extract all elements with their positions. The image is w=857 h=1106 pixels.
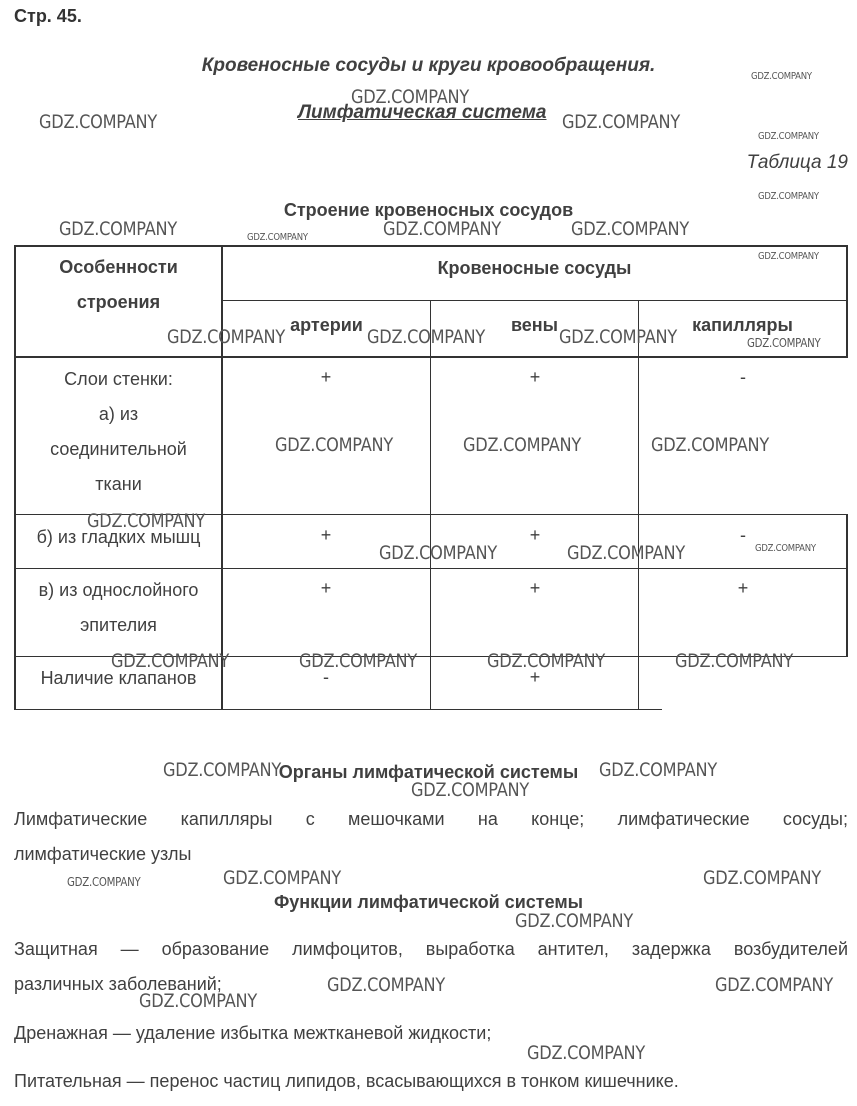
watermark: GDZ.COMPANY <box>39 111 157 133</box>
page-number: Стр. 45. <box>14 6 82 26</box>
table-line <box>846 514 848 657</box>
watermark: GDZ.COMPANY <box>327 974 445 996</box>
watermark: GDZ.COMPANY <box>247 232 308 243</box>
watermark: GDZ.COMPANY <box>758 131 819 142</box>
page-subtitle: Лимфатическая система <box>298 102 547 123</box>
watermark: GDZ.COMPANY <box>751 71 812 82</box>
watermark: GDZ.COMPANY <box>383 218 501 240</box>
functions-heading: Функции лимфатической системы <box>273 892 584 912</box>
col-arteries-header: артерии <box>290 315 363 335</box>
watermark: GDZ.COMPANY <box>463 434 581 456</box>
watermark: GDZ.COMPANY <box>703 867 821 889</box>
feature-header: Особенности строения <box>59 257 178 312</box>
cell-value: - <box>740 525 746 545</box>
watermark: GDZ.COMPANY <box>223 867 341 889</box>
watermark: GDZ.COMPANY <box>487 650 605 672</box>
row-feature-epithelium: в) из однослойного эпителия <box>38 580 199 635</box>
organs-heading: Органы лимфатической системы <box>278 762 579 782</box>
watermark: GDZ.COMPANY <box>599 759 717 781</box>
watermark: GDZ.COMPANY <box>163 759 281 781</box>
watermark: GDZ.COMPANY <box>715 974 833 996</box>
cell-value: - <box>323 667 329 687</box>
watermark: GDZ.COMPANY <box>515 910 633 932</box>
table-line <box>14 356 848 358</box>
col-capillaries-header: капилляры <box>692 315 793 335</box>
table-title: Строение кровеносных сосудов <box>283 200 574 220</box>
table-line <box>222 300 848 301</box>
row-feature-connective: Слои стенки: а) из соединительной ткани <box>50 369 187 494</box>
watermark: GDZ.COMPANY <box>351 86 469 108</box>
watermark: GDZ.COMPANY <box>527 1042 645 1064</box>
watermark: GDZ.COMPANY <box>275 434 393 456</box>
cell-value: + <box>320 525 332 545</box>
table-border-top <box>14 245 848 247</box>
watermark: GDZ.COMPANY <box>367 326 485 348</box>
table-line <box>14 568 848 569</box>
watermark: GDZ.COMPANY <box>299 650 417 672</box>
table-label: Таблица 19 <box>746 152 848 173</box>
organs-text-cont: лимфатические узлы <box>14 844 192 864</box>
cell-value: + <box>320 578 332 598</box>
function-drainage: Дренажная — удаление избытка межтканевой жидкости; <box>14 1023 492 1043</box>
watermark: GDZ.COMPANY <box>111 650 229 672</box>
watermark: GDZ.COMPANY <box>59 218 177 240</box>
watermark: GDZ.COMPANY <box>562 111 680 133</box>
function-protective: Защитная — образование лимфоцитов, выработка антител, задержка возбудителей <box>14 939 848 959</box>
page-title: Кровеносные сосуды и круги кровообращения. <box>201 55 656 76</box>
watermark: GDZ.COMPANY <box>559 326 677 348</box>
watermark: GDZ.COMPANY <box>139 990 257 1012</box>
cell-value: + <box>529 525 541 545</box>
table-border-bottom <box>14 709 662 710</box>
watermark: GDZ.COMPANY <box>571 218 689 240</box>
table-line <box>638 300 639 710</box>
watermark: GDZ.COMPANY <box>67 875 141 889</box>
cell-value: + <box>529 667 541 687</box>
watermark: GDZ.COMPANY <box>411 779 529 801</box>
watermark: GDZ.COMPANY <box>758 251 819 262</box>
row-feature-smooth-muscle: б) из гладких мышц <box>36 527 201 547</box>
vessels-header: Кровеносные сосуды <box>437 258 632 278</box>
watermark: GDZ.COMPANY <box>567 542 685 564</box>
function-protective-cont: различных заболеваний; <box>14 974 222 994</box>
watermark: GDZ.COMPANY <box>651 434 769 456</box>
cell-value: - <box>740 367 746 387</box>
table-line <box>430 300 431 710</box>
cell-value: + <box>737 578 749 598</box>
cell-value: + <box>529 578 541 598</box>
watermark: GDZ.COMPANY <box>675 650 793 672</box>
watermark: GDZ.COMPANY <box>379 542 497 564</box>
watermark: GDZ.COMPANY <box>758 191 819 202</box>
watermark: GDZ.COMPANY <box>167 326 285 348</box>
organs-text: Лимфатические капилляры с мешочками на конце; лимфатические сосуды; <box>14 809 848 829</box>
table-border-right <box>846 245 848 358</box>
row-feature-valves: Наличие клапанов <box>40 668 197 688</box>
cell-value: + <box>320 367 332 387</box>
cell-value: + <box>529 367 541 387</box>
col-veins-header: вены <box>510 315 559 335</box>
function-nutritive: Питательная — перенос частиц липидов, всасывающихся в тонком кишечнике. <box>14 1071 679 1091</box>
watermark: GDZ.COMPANY <box>87 510 205 532</box>
watermark: GDZ.COMPANY <box>755 543 816 554</box>
watermark: GDZ.COMPANY <box>747 336 821 350</box>
